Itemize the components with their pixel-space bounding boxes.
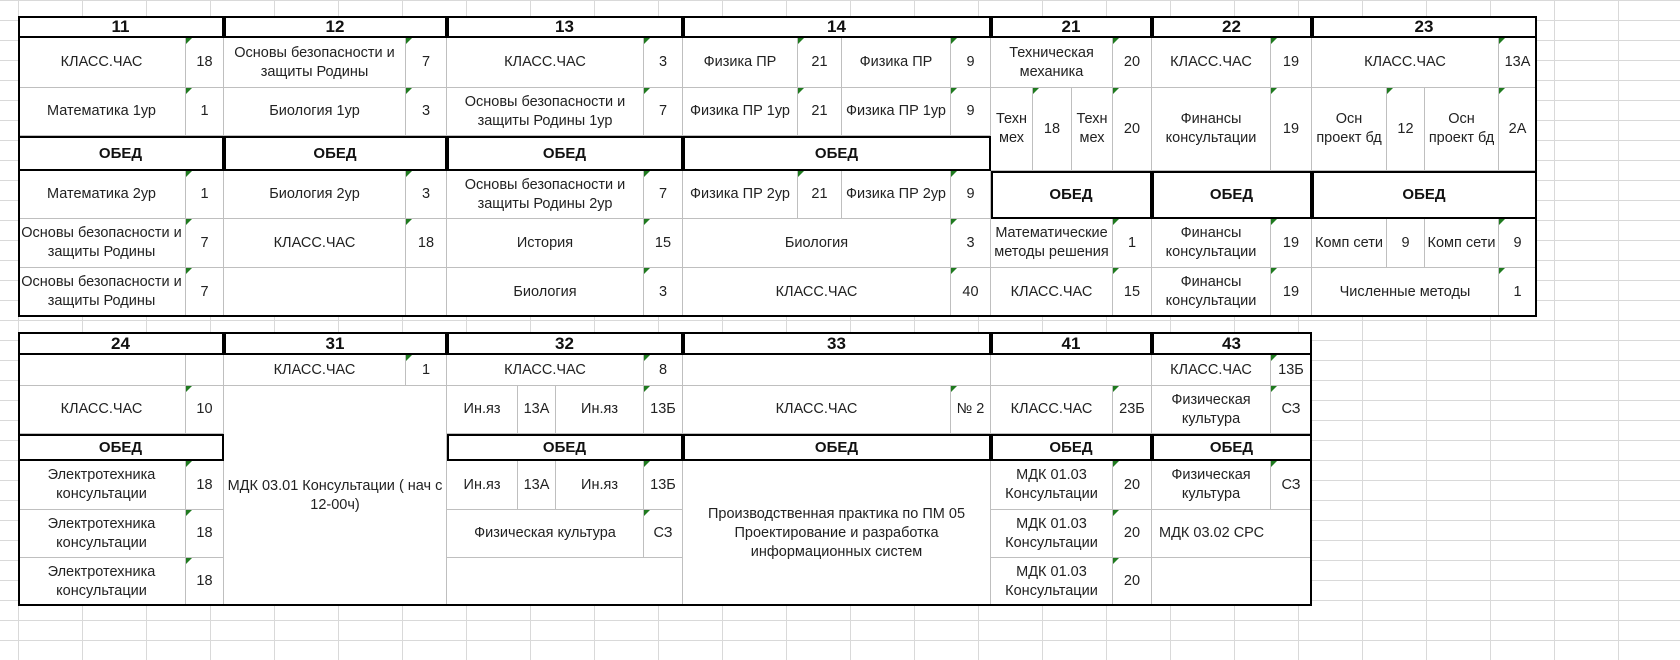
subject-cell[interactable]: КЛАСС.ЧАС xyxy=(991,268,1113,317)
group-header[interactable]: 12 xyxy=(224,16,447,38)
group-header[interactable]: 14 xyxy=(683,16,991,38)
group-header[interactable]: 23 xyxy=(1312,16,1537,38)
lunch-cell[interactable]: ОБЕД xyxy=(1152,434,1312,461)
empty-cell[interactable] xyxy=(1152,558,1312,606)
room-cell[interactable]: 1 xyxy=(1113,219,1152,268)
subject-cell[interactable]: Физическая культура xyxy=(447,510,644,558)
room-cell[interactable]: 1 xyxy=(1499,268,1537,317)
room-cell[interactable]: 13Б xyxy=(1271,355,1312,386)
room-cell[interactable]: 3 xyxy=(951,219,991,268)
subject-cell[interactable]: Осн проект бд xyxy=(1312,88,1387,171)
room-cell[interactable]: 13А xyxy=(1499,38,1537,88)
room-cell[interactable]: 18 xyxy=(186,461,224,510)
room-cell[interactable]: 20 xyxy=(1113,558,1152,606)
subject-cell[interactable]: Техническая механика xyxy=(991,38,1113,88)
empty-cell[interactable] xyxy=(18,355,186,386)
subject-cell[interactable]: Биология 1ур xyxy=(224,88,406,136)
room-cell[interactable]: 21 xyxy=(798,88,842,136)
lunch-cell[interactable]: ОБЕД xyxy=(991,434,1152,461)
lunch-cell[interactable]: ОБЕД xyxy=(224,136,447,171)
subject-cell[interactable]: Основы безопасности и защиты Родины 1ур xyxy=(447,88,644,136)
subject-cell[interactable]: Физика ПР 1ур xyxy=(842,88,951,136)
group-header[interactable]: 11 xyxy=(18,16,224,38)
lunch-cell[interactable]: ОБЕД xyxy=(1312,171,1537,219)
subject-cell[interactable]: КЛАСС.ЧАС xyxy=(991,386,1113,434)
room-cell[interactable]: 23Б xyxy=(1113,386,1152,434)
subject-cell[interactable]: КЛАСС.ЧАС xyxy=(1312,38,1499,88)
room-cell[interactable]: 1 xyxy=(186,171,224,219)
subject-cell[interactable]: Ин.яз xyxy=(447,461,518,510)
subject-cell[interactable]: Основы безопасности и защиты Родины xyxy=(18,268,186,317)
lunch-cell[interactable]: ОБЕД xyxy=(18,434,224,461)
subject-cell[interactable]: КЛАСС.ЧАС xyxy=(1152,355,1271,386)
subject-cell[interactable]: Комп сети xyxy=(1312,219,1387,268)
lunch-cell[interactable]: ОБЕД xyxy=(1152,171,1312,219)
subject-cell[interactable]: Осн проект бд xyxy=(1425,88,1499,171)
subject-cell[interactable]: Биология 2ур xyxy=(224,171,406,219)
room-cell[interactable]: 13А xyxy=(518,386,556,434)
room-cell[interactable]: 3 xyxy=(644,268,683,317)
lunch-cell[interactable]: ОБЕД xyxy=(991,171,1152,219)
subject-cell[interactable]: Математика 2ур xyxy=(18,171,186,219)
room-cell[interactable]: 19 xyxy=(1271,219,1312,268)
group-header[interactable]: 32 xyxy=(447,332,683,355)
subject-cell[interactable]: МДК 01.03 Консультации xyxy=(991,558,1113,606)
subject-cell[interactable]: Физическая культура xyxy=(1152,386,1271,434)
room-cell[interactable]: 20 xyxy=(1113,510,1152,558)
subject-cell[interactable]: КЛАСС.ЧАС xyxy=(683,268,951,317)
subject-cell[interactable]: Комп сети xyxy=(1425,219,1499,268)
subject-cell[interactable]: История xyxy=(447,219,644,268)
subject-cell[interactable]: КЛАСС.ЧАС xyxy=(224,219,406,268)
group-header[interactable]: 41 xyxy=(991,332,1152,355)
room-cell[interactable]: СЗ xyxy=(1271,386,1312,434)
room-cell[interactable]: 15 xyxy=(644,219,683,268)
subject-cell[interactable]: Физика ПР 2ур xyxy=(842,171,951,219)
subject-cell[interactable]: МДК 03.02 СРС xyxy=(1152,510,1312,558)
subject-cell[interactable]: Финансы консультации xyxy=(1152,268,1271,317)
room-cell[interactable]: 9 xyxy=(1499,219,1537,268)
room-cell[interactable]: 7 xyxy=(644,171,683,219)
room-cell[interactable]: 20 xyxy=(1113,461,1152,510)
subject-cell[interactable]: Основы безопасности и защиты Родины 2ур xyxy=(447,171,644,219)
subject-cell[interactable]: Математика 1ур xyxy=(18,88,186,136)
subject-cell[interactable]: МДК 01.03 Консультации xyxy=(991,461,1113,510)
room-cell[interactable]: 7 xyxy=(644,88,683,136)
subject-cell[interactable]: Биология xyxy=(683,219,951,268)
subject-cell[interactable]: Финансы консультации xyxy=(1152,88,1271,171)
subject-cell[interactable]: КЛАСС.ЧАС xyxy=(447,355,644,386)
subject-cell[interactable]: Физика ПР 1ур xyxy=(683,88,798,136)
room-cell[interactable]: № 2 xyxy=(951,386,991,434)
consultation-cell[interactable]: МДК 03.01 Консультации ( нач с 12-00ч) xyxy=(224,386,447,606)
subject-cell[interactable]: Техн мех xyxy=(991,88,1033,171)
room-cell[interactable]: 2А xyxy=(1499,88,1537,171)
subject-cell[interactable]: Электротехника консультации xyxy=(18,461,186,510)
room-cell[interactable]: СЗ xyxy=(1271,461,1312,510)
subject-cell[interactable]: Техн мех xyxy=(1072,88,1113,171)
room-cell[interactable]: 13Б xyxy=(644,461,683,510)
room-cell[interactable]: 9 xyxy=(951,38,991,88)
subject-cell[interactable]: Электротехника консультации xyxy=(18,510,186,558)
lunch-cell[interactable]: ОБЕД xyxy=(447,434,683,461)
room-cell[interactable]: 13Б xyxy=(644,386,683,434)
subject-cell[interactable]: КЛАСС.ЧАС xyxy=(18,386,186,434)
subject-cell[interactable]: КЛАСС.ЧАС xyxy=(1152,38,1271,88)
room-cell[interactable]: 7 xyxy=(186,268,224,317)
room-cell[interactable]: 18 xyxy=(1033,88,1072,171)
room-cell[interactable]: 7 xyxy=(406,38,447,88)
subject-cell[interactable]: КЛАСС.ЧАС xyxy=(683,386,951,434)
subject-cell[interactable]: Биология xyxy=(447,268,644,317)
empty-cell[interactable] xyxy=(447,558,683,606)
subject-cell[interactable]: МДК 01.03 Консультации xyxy=(991,510,1113,558)
group-header[interactable]: 13 xyxy=(447,16,683,38)
room-cell[interactable]: 9 xyxy=(951,171,991,219)
room-cell[interactable]: СЗ xyxy=(644,510,683,558)
room-cell[interactable]: 10 xyxy=(186,386,224,434)
practice-cell[interactable]: Производственная практика по ПМ 05 Проектирование и разработка информационных систем xyxy=(683,461,991,606)
empty-cell[interactable] xyxy=(683,355,991,386)
room-cell[interactable]: 18 xyxy=(186,38,224,88)
lunch-cell[interactable]: ОБЕД xyxy=(447,136,683,171)
room-cell[interactable]: 1 xyxy=(406,355,447,386)
room-cell[interactable]: 3 xyxy=(644,38,683,88)
empty-cell[interactable] xyxy=(186,355,224,386)
room-cell[interactable]: 19 xyxy=(1271,268,1312,317)
room-cell[interactable]: 7 xyxy=(186,219,224,268)
room-cell[interactable]: 15 xyxy=(1113,268,1152,317)
subject-cell[interactable]: Численные методы xyxy=(1312,268,1499,317)
empty-cell[interactable] xyxy=(991,355,1152,386)
group-header[interactable]: 31 xyxy=(224,332,447,355)
room-cell[interactable]: 1 xyxy=(186,88,224,136)
lunch-cell[interactable]: ОБЕД xyxy=(683,136,991,171)
room-cell[interactable]: 19 xyxy=(1271,38,1312,88)
subject-cell[interactable]: Ин.яз xyxy=(447,386,518,434)
room-cell[interactable]: 21 xyxy=(798,38,842,88)
subject-cell[interactable]: Физика ПР xyxy=(683,38,798,88)
room-cell[interactable]: 18 xyxy=(186,558,224,606)
room-cell[interactable]: 18 xyxy=(406,219,447,268)
subject-cell[interactable]: КЛАСС.ЧАС xyxy=(224,355,406,386)
group-header[interactable]: 21 xyxy=(991,16,1152,38)
lunch-cell[interactable]: ОБЕД xyxy=(683,434,991,461)
subject-cell[interactable]: Физическая культура xyxy=(1152,461,1271,510)
room-cell[interactable]: 20 xyxy=(1113,38,1152,88)
empty-cell[interactable] xyxy=(224,268,406,317)
group-header[interactable]: 33 xyxy=(683,332,991,355)
room-cell[interactable]: 3 xyxy=(406,88,447,136)
subject-cell[interactable]: Физика ПР xyxy=(842,38,951,88)
room-cell[interactable]: 20 xyxy=(1113,88,1152,171)
room-cell[interactable]: 18 xyxy=(186,510,224,558)
subject-cell[interactable]: Основы безопасности и защиты Родины xyxy=(224,38,406,88)
room-cell[interactable]: 12 xyxy=(1387,88,1425,171)
room-cell[interactable]: 40 xyxy=(951,268,991,317)
group-header[interactable]: 22 xyxy=(1152,16,1312,38)
subject-cell[interactable]: Ин.яз xyxy=(556,386,644,434)
subject-cell[interactable]: Финансы консультации xyxy=(1152,219,1271,268)
room-cell[interactable]: 8 xyxy=(644,355,683,386)
subject-cell[interactable]: Основы безопасности и защиты Родины xyxy=(18,219,186,268)
room-cell[interactable]: 21 xyxy=(798,171,842,219)
room-cell[interactable]: 3 xyxy=(406,171,447,219)
group-header[interactable]: 24 xyxy=(18,332,224,355)
group-header[interactable]: 43 xyxy=(1152,332,1312,355)
lunch-cell[interactable]: ОБЕД xyxy=(18,136,224,171)
subject-cell[interactable]: КЛАСС.ЧАС xyxy=(447,38,644,88)
room-cell[interactable]: 9 xyxy=(951,88,991,136)
subject-cell[interactable]: Математические методы решения xyxy=(991,219,1113,268)
subject-cell[interactable]: Ин.яз xyxy=(556,461,644,510)
subject-cell[interactable]: Физика ПР 2ур xyxy=(683,171,798,219)
subject-cell[interactable]: КЛАСС.ЧАС xyxy=(18,38,186,88)
empty-cell[interactable] xyxy=(406,268,447,317)
subject-cell[interactable]: Электротехника консультации xyxy=(18,558,186,606)
room-cell[interactable]: 9 xyxy=(1387,219,1425,268)
room-cell[interactable]: 19 xyxy=(1271,88,1312,171)
room-cell[interactable]: 13А xyxy=(518,461,556,510)
